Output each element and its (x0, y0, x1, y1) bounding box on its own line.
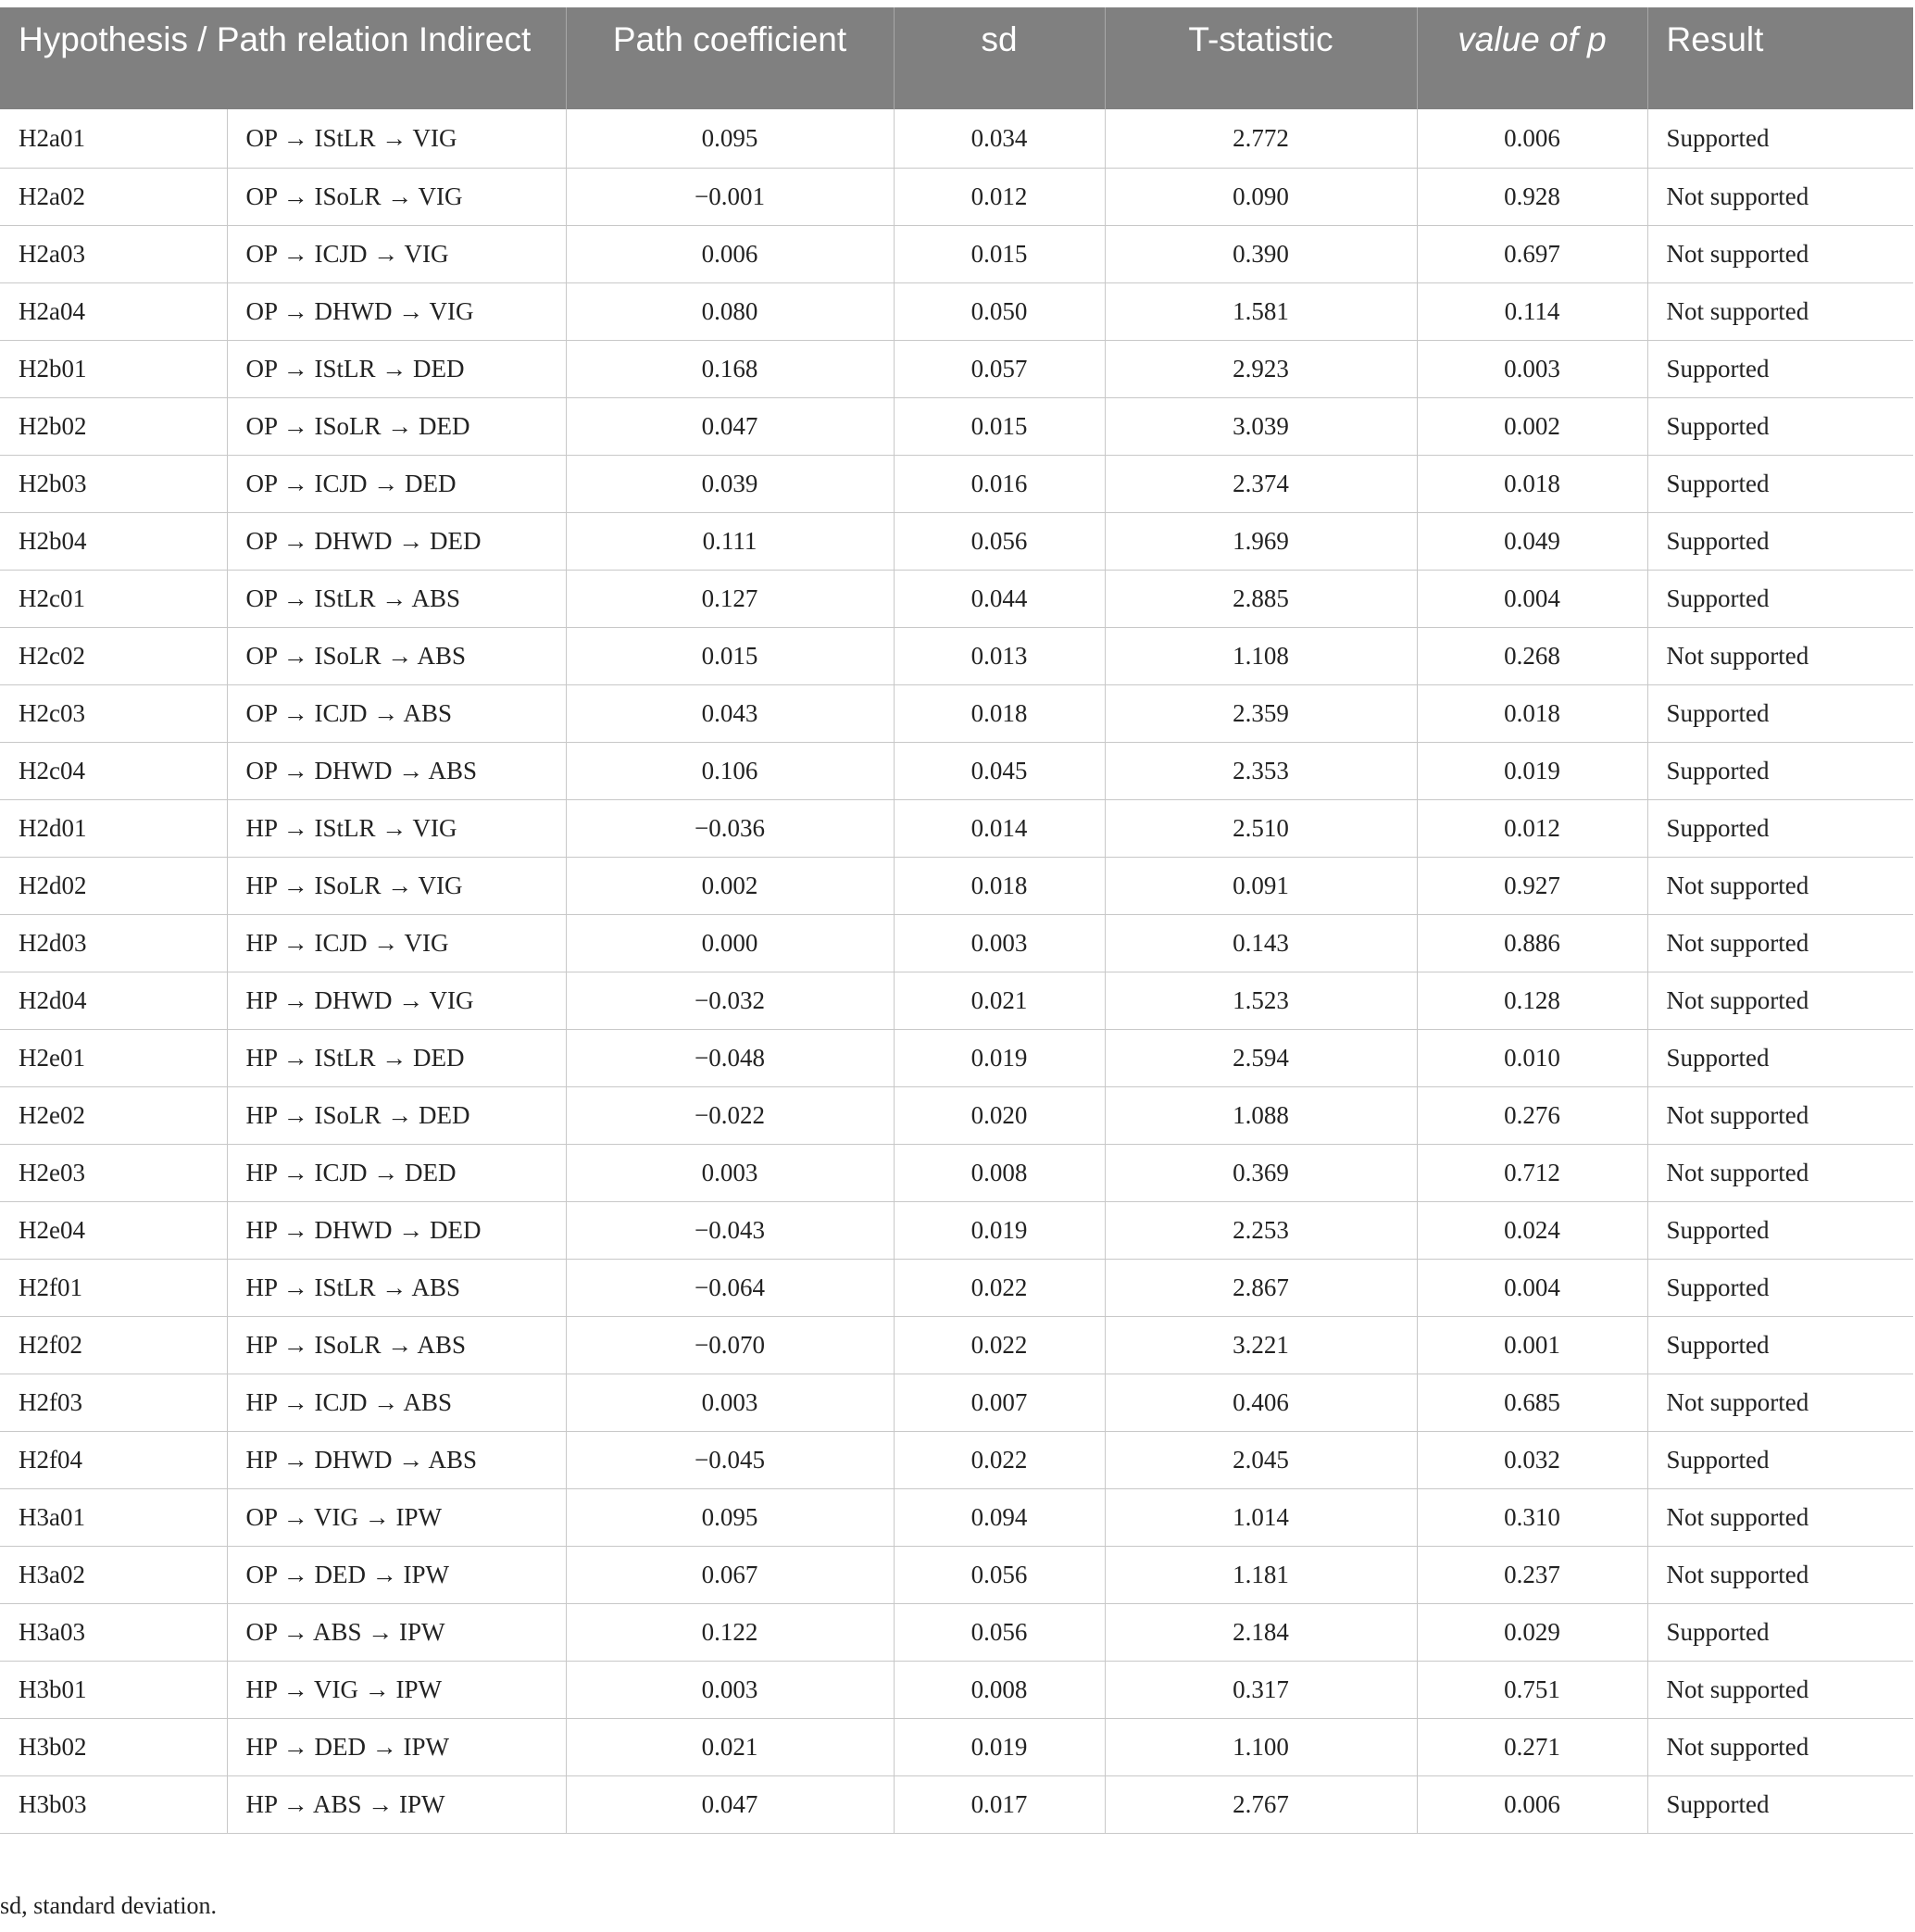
cell-sd: 0.094 (894, 1488, 1105, 1546)
cell-sd: 0.013 (894, 627, 1105, 684)
cell-path-coefficient: 0.003 (566, 1374, 894, 1431)
table-row (0, 512, 1913, 570)
cell-path: OP → IStLR → ABS (227, 570, 566, 627)
cell-t-statistic: 2.253 (1105, 1201, 1417, 1259)
cell-path-coefficient: −0.022 (566, 1086, 894, 1144)
cell-p-value: 0.010 (1417, 1029, 1647, 1086)
cell-path-coefficient: 0.047 (566, 397, 894, 455)
cell-t-statistic: 1.969 (1105, 512, 1417, 570)
cell-path-coefficient: 0.015 (566, 627, 894, 684)
table-row (0, 627, 1913, 684)
cell-path-coefficient: 0.095 (566, 109, 894, 168)
cell-sd: 0.019 (894, 1201, 1105, 1259)
cell-result: Supported (1647, 570, 1913, 627)
cell-path-coefficient: 0.000 (566, 914, 894, 972)
cell-path-coefficient: 0.043 (566, 684, 894, 742)
cell-result: Supported (1647, 742, 1913, 799)
cell-p-value: 0.276 (1417, 1086, 1647, 1144)
header-result: Result (1647, 7, 1913, 109)
table-row (0, 799, 1913, 857)
cell-sd: 0.021 (894, 972, 1105, 1029)
cell-hypothesis-id: H2c01 (0, 570, 227, 627)
cell-path: OP → ABS → IPW (227, 1603, 566, 1661)
cell-path-coefficient: 0.006 (566, 225, 894, 282)
header-p-value (1417, 7, 1647, 109)
cell-sd: 0.022 (894, 1316, 1105, 1374)
cell-path-coefficient: −0.043 (566, 1201, 894, 1259)
cell-sd: 0.056 (894, 1603, 1105, 1661)
cell-hypothesis-id: H3a01 (0, 1488, 227, 1546)
cell-path-coefficient: 0.080 (566, 282, 894, 340)
cell-path: OP → ICJD → ABS (227, 684, 566, 742)
cell-result: Not supported (1647, 1374, 1913, 1431)
cell-path-coefficient: −0.048 (566, 1029, 894, 1086)
cell-hypothesis-id: H2d02 (0, 857, 227, 914)
table-row (0, 1775, 1913, 1833)
header-path-coefficient: Path coefficient (566, 7, 894, 109)
cell-p-value: 0.237 (1417, 1546, 1647, 1603)
cell-result: Supported (1647, 1201, 1913, 1259)
cell-result: Supported (1647, 1259, 1913, 1316)
cell-p-value: 0.128 (1417, 972, 1647, 1029)
cell-result: Not supported (1647, 1718, 1913, 1775)
table-row (0, 857, 1913, 914)
cell-path: OP → DHWD → ABS (227, 742, 566, 799)
cell-hypothesis-id: H2b04 (0, 512, 227, 570)
cell-t-statistic: 0.390 (1105, 225, 1417, 282)
cell-path-coefficient: −0.001 (566, 168, 894, 225)
cell-t-statistic: 1.088 (1105, 1086, 1417, 1144)
table-row (0, 1431, 1913, 1488)
cell-hypothesis-id: H2f04 (0, 1431, 227, 1488)
cell-t-statistic: 0.317 (1105, 1661, 1417, 1718)
cell-t-statistic: 2.045 (1105, 1431, 1417, 1488)
table-footnote: sd, standard deviation. (0, 1892, 217, 1919)
cell-path: OP → IStLR → DED (227, 340, 566, 397)
cell-result: Not supported (1647, 1488, 1913, 1546)
cell-sd: 0.056 (894, 1546, 1105, 1603)
cell-p-value: 0.268 (1417, 627, 1647, 684)
cell-p-value: 0.018 (1417, 455, 1647, 512)
table-row (0, 168, 1913, 225)
cell-result: Not supported (1647, 1144, 1913, 1201)
cell-result: Not supported (1647, 1546, 1913, 1603)
cell-sd: 0.017 (894, 1775, 1105, 1833)
cell-p-value: 0.751 (1417, 1661, 1647, 1718)
cell-result: Not supported (1647, 225, 1913, 282)
cell-path: HP → ISoLR → ABS (227, 1316, 566, 1374)
cell-result: Supported (1647, 109, 1913, 168)
cell-result: Supported (1647, 1029, 1913, 1086)
cell-path: HP → IStLR → ABS (227, 1259, 566, 1316)
table-row (0, 109, 1913, 168)
cell-p-value: 0.049 (1417, 512, 1647, 570)
cell-sd: 0.022 (894, 1259, 1105, 1316)
cell-t-statistic: 2.594 (1105, 1029, 1417, 1086)
cell-path: OP → DHWD → VIG (227, 282, 566, 340)
table-row (0, 1201, 1913, 1259)
cell-hypothesis-id: H2d04 (0, 972, 227, 1029)
cell-hypothesis-id: H2b01 (0, 340, 227, 397)
table-row (0, 1488, 1913, 1546)
cell-path: OP → ICJD → VIG (227, 225, 566, 282)
cell-hypothesis-id: H2e04 (0, 1201, 227, 1259)
cell-path: HP → VIG → IPW (227, 1661, 566, 1718)
cell-p-value: 0.697 (1417, 225, 1647, 282)
cell-result: Not supported (1647, 857, 1913, 914)
cell-path: OP → ICJD → DED (227, 455, 566, 512)
cell-result: Supported (1647, 340, 1913, 397)
cell-p-value: 0.029 (1417, 1603, 1647, 1661)
cell-path: OP → DED → IPW (227, 1546, 566, 1603)
cell-t-statistic: 2.510 (1105, 799, 1417, 857)
cell-path: OP → ISoLR → ABS (227, 627, 566, 684)
cell-p-value: 0.927 (1417, 857, 1647, 914)
cell-p-value: 0.004 (1417, 1259, 1647, 1316)
table-row (0, 1603, 1913, 1661)
cell-path: HP → DHWD → VIG (227, 972, 566, 1029)
table-row (0, 1029, 1913, 1086)
cell-t-statistic: 0.406 (1105, 1374, 1417, 1431)
cell-sd: 0.020 (894, 1086, 1105, 1144)
cell-p-value: 0.019 (1417, 742, 1647, 799)
cell-result: Supported (1647, 1775, 1913, 1833)
cell-hypothesis-id: H2b02 (0, 397, 227, 455)
header-t-statistic: T-statistic (1105, 7, 1417, 109)
cell-result: Not supported (1647, 282, 1913, 340)
cell-sd: 0.022 (894, 1431, 1105, 1488)
cell-path-coefficient: 0.002 (566, 857, 894, 914)
cell-p-value: 0.271 (1417, 1718, 1647, 1775)
table-row (0, 1374, 1913, 1431)
cell-t-statistic: 3.221 (1105, 1316, 1417, 1374)
cell-sd: 0.015 (894, 397, 1105, 455)
table-row (0, 1546, 1913, 1603)
cell-t-statistic: 1.181 (1105, 1546, 1417, 1603)
cell-hypothesis-id: H2f01 (0, 1259, 227, 1316)
table-row (0, 914, 1913, 972)
cell-sd: 0.019 (894, 1029, 1105, 1086)
cell-hypothesis-id: H2f03 (0, 1374, 227, 1431)
cell-result: Supported (1647, 1431, 1913, 1488)
cell-path-coefficient: −0.032 (566, 972, 894, 1029)
cell-result: Supported (1647, 455, 1913, 512)
cell-result: Supported (1647, 1316, 1913, 1374)
cell-path: HP → ISoLR → DED (227, 1086, 566, 1144)
cell-hypothesis-id: H2e01 (0, 1029, 227, 1086)
cell-result: Supported (1647, 684, 1913, 742)
cell-result: Not supported (1647, 168, 1913, 225)
cell-hypothesis-id: H2a02 (0, 168, 227, 225)
cell-result: Not supported (1647, 972, 1913, 1029)
table-row (0, 282, 1913, 340)
cell-t-statistic: 2.184 (1105, 1603, 1417, 1661)
cell-hypothesis-id: H3a02 (0, 1546, 227, 1603)
table-row (0, 1661, 1913, 1718)
cell-path-coefficient: −0.064 (566, 1259, 894, 1316)
cell-hypothesis-id: H2a03 (0, 225, 227, 282)
cell-path-coefficient: 0.003 (566, 1661, 894, 1718)
cell-p-value: 0.310 (1417, 1488, 1647, 1546)
table-row (0, 397, 1913, 455)
cell-path: HP → DHWD → DED (227, 1201, 566, 1259)
cell-path-coefficient: 0.127 (566, 570, 894, 627)
cell-t-statistic: 3.039 (1105, 397, 1417, 455)
header-hypothesis: Hypothesis / Path relation Indirect (0, 7, 566, 109)
table-header (0, 7, 1913, 109)
cell-hypothesis-id: H2c02 (0, 627, 227, 684)
cell-sd: 0.016 (894, 455, 1105, 512)
cell-path: HP → DED → IPW (227, 1718, 566, 1775)
cell-t-statistic: 0.143 (1105, 914, 1417, 972)
table-row (0, 1259, 1913, 1316)
cell-sd: 0.057 (894, 340, 1105, 397)
cell-sd: 0.018 (894, 857, 1105, 914)
cell-path: OP → DHWD → DED (227, 512, 566, 570)
cell-hypothesis-id: H3a03 (0, 1603, 227, 1661)
cell-path: OP → ISoLR → VIG (227, 168, 566, 225)
cell-path-coefficient: −0.036 (566, 799, 894, 857)
cell-p-value: 0.032 (1417, 1431, 1647, 1488)
cell-hypothesis-id: H2e02 (0, 1086, 227, 1144)
cell-sd: 0.012 (894, 168, 1105, 225)
cell-t-statistic: 2.374 (1105, 455, 1417, 512)
cell-sd: 0.034 (894, 109, 1105, 168)
cell-result: Supported (1647, 1603, 1913, 1661)
cell-path: HP → DHWD → ABS (227, 1431, 566, 1488)
cell-path-coefficient: −0.070 (566, 1316, 894, 1374)
cell-sd: 0.008 (894, 1144, 1105, 1201)
header-sd: sd (894, 7, 1105, 109)
cell-sd: 0.018 (894, 684, 1105, 742)
cell-path-coefficient: 0.047 (566, 1775, 894, 1833)
cell-hypothesis-id: H2c04 (0, 742, 227, 799)
cell-t-statistic: 1.581 (1105, 282, 1417, 340)
cell-p-value: 0.012 (1417, 799, 1647, 857)
cell-path-coefficient: 0.106 (566, 742, 894, 799)
cell-p-value: 0.712 (1417, 1144, 1647, 1201)
cell-path: HP → ICJD → VIG (227, 914, 566, 972)
cell-t-statistic: 2.885 (1105, 570, 1417, 627)
cell-t-statistic: 1.523 (1105, 972, 1417, 1029)
cell-sd: 0.008 (894, 1661, 1105, 1718)
cell-sd: 0.007 (894, 1374, 1105, 1431)
cell-p-value: 0.928 (1417, 168, 1647, 225)
cell-path-coefficient: 0.095 (566, 1488, 894, 1546)
cell-path: OP → ISoLR → DED (227, 397, 566, 455)
cell-sd: 0.045 (894, 742, 1105, 799)
table-row (0, 455, 1913, 512)
cell-hypothesis-id: H2d03 (0, 914, 227, 972)
cell-path-coefficient: 0.168 (566, 340, 894, 397)
table-row (0, 225, 1913, 282)
table-row (0, 570, 1913, 627)
table-row (0, 1718, 1913, 1775)
cell-path: HP → ISoLR → VIG (227, 857, 566, 914)
cell-result: Not supported (1647, 627, 1913, 684)
cell-t-statistic: 2.867 (1105, 1259, 1417, 1316)
cell-hypothesis-id: H2d01 (0, 799, 227, 857)
table-row (0, 1316, 1913, 1374)
cell-path-coefficient: 0.003 (566, 1144, 894, 1201)
cell-path-coefficient: 0.021 (566, 1718, 894, 1775)
cell-result: Not supported (1647, 1661, 1913, 1718)
cell-hypothesis-id: H2c03 (0, 684, 227, 742)
cell-t-statistic: 2.359 (1105, 684, 1417, 742)
cell-result: Not supported (1647, 914, 1913, 972)
cell-t-statistic: 0.369 (1105, 1144, 1417, 1201)
cell-p-value: 0.002 (1417, 397, 1647, 455)
table-row (0, 1086, 1913, 1144)
cell-hypothesis-id: H2e03 (0, 1144, 227, 1201)
header-row (0, 7, 1913, 109)
table-row (0, 742, 1913, 799)
cell-p-value: 0.006 (1417, 1775, 1647, 1833)
cell-p-value: 0.004 (1417, 570, 1647, 627)
cell-result: Not supported (1647, 1086, 1913, 1144)
cell-path: HP → ABS → IPW (227, 1775, 566, 1833)
cell-p-value: 0.001 (1417, 1316, 1647, 1374)
cell-hypothesis-id: H3b03 (0, 1775, 227, 1833)
cell-path-coefficient: −0.045 (566, 1431, 894, 1488)
cell-p-value: 0.685 (1417, 1374, 1647, 1431)
cell-t-statistic: 0.090 (1105, 168, 1417, 225)
table-row (0, 1144, 1913, 1201)
table-row (0, 340, 1913, 397)
cell-result: Supported (1647, 512, 1913, 570)
cell-path-coefficient: 0.039 (566, 455, 894, 512)
cell-path-coefficient: 0.122 (566, 1603, 894, 1661)
cell-path: HP → IStLR → DED (227, 1029, 566, 1086)
cell-path: OP → VIG → IPW (227, 1488, 566, 1546)
cell-t-statistic: 2.767 (1105, 1775, 1417, 1833)
cell-path: HP → ICJD → DED (227, 1144, 566, 1201)
cell-path: HP → IStLR → VIG (227, 799, 566, 857)
cell-hypothesis-id: H2a04 (0, 282, 227, 340)
cell-sd: 0.003 (894, 914, 1105, 972)
cell-t-statistic: 2.923 (1105, 340, 1417, 397)
cell-p-value: 0.018 (1417, 684, 1647, 742)
header-p-value-label: value of p (1458, 20, 1607, 58)
cell-sd: 0.050 (894, 282, 1105, 340)
cell-p-value: 0.886 (1417, 914, 1647, 972)
cell-hypothesis-id: H3b02 (0, 1718, 227, 1775)
cell-sd: 0.015 (894, 225, 1105, 282)
cell-sd: 0.044 (894, 570, 1105, 627)
cell-t-statistic: 2.772 (1105, 109, 1417, 168)
cell-path: OP → IStLR → VIG (227, 109, 566, 168)
cell-p-value: 0.114 (1417, 282, 1647, 340)
table-row (0, 972, 1913, 1029)
cell-result: Supported (1647, 397, 1913, 455)
cell-p-value: 0.024 (1417, 1201, 1647, 1259)
cell-p-value: 0.006 (1417, 109, 1647, 168)
table-row (0, 684, 1913, 742)
cell-hypothesis-id: H2f02 (0, 1316, 227, 1374)
cell-sd: 0.019 (894, 1718, 1105, 1775)
cell-path-coefficient: 0.111 (566, 512, 894, 570)
cell-t-statistic: 1.100 (1105, 1718, 1417, 1775)
cell-result: Supported (1647, 799, 1913, 857)
cell-sd: 0.056 (894, 512, 1105, 570)
cell-p-value: 0.003 (1417, 340, 1647, 397)
cell-t-statistic: 0.091 (1105, 857, 1417, 914)
cell-t-statistic: 1.108 (1105, 627, 1417, 684)
cell-hypothesis-id: H2b03 (0, 455, 227, 512)
cell-sd: 0.014 (894, 799, 1105, 857)
results-table (0, 7, 1913, 1834)
table-body (0, 109, 1913, 1833)
cell-t-statistic: 1.014 (1105, 1488, 1417, 1546)
cell-path-coefficient: 0.067 (566, 1546, 894, 1603)
cell-t-statistic: 2.353 (1105, 742, 1417, 799)
cell-hypothesis-id: H2a01 (0, 109, 227, 168)
cell-hypothesis-id: H3b01 (0, 1661, 227, 1718)
cell-path: HP → ICJD → ABS (227, 1374, 566, 1431)
